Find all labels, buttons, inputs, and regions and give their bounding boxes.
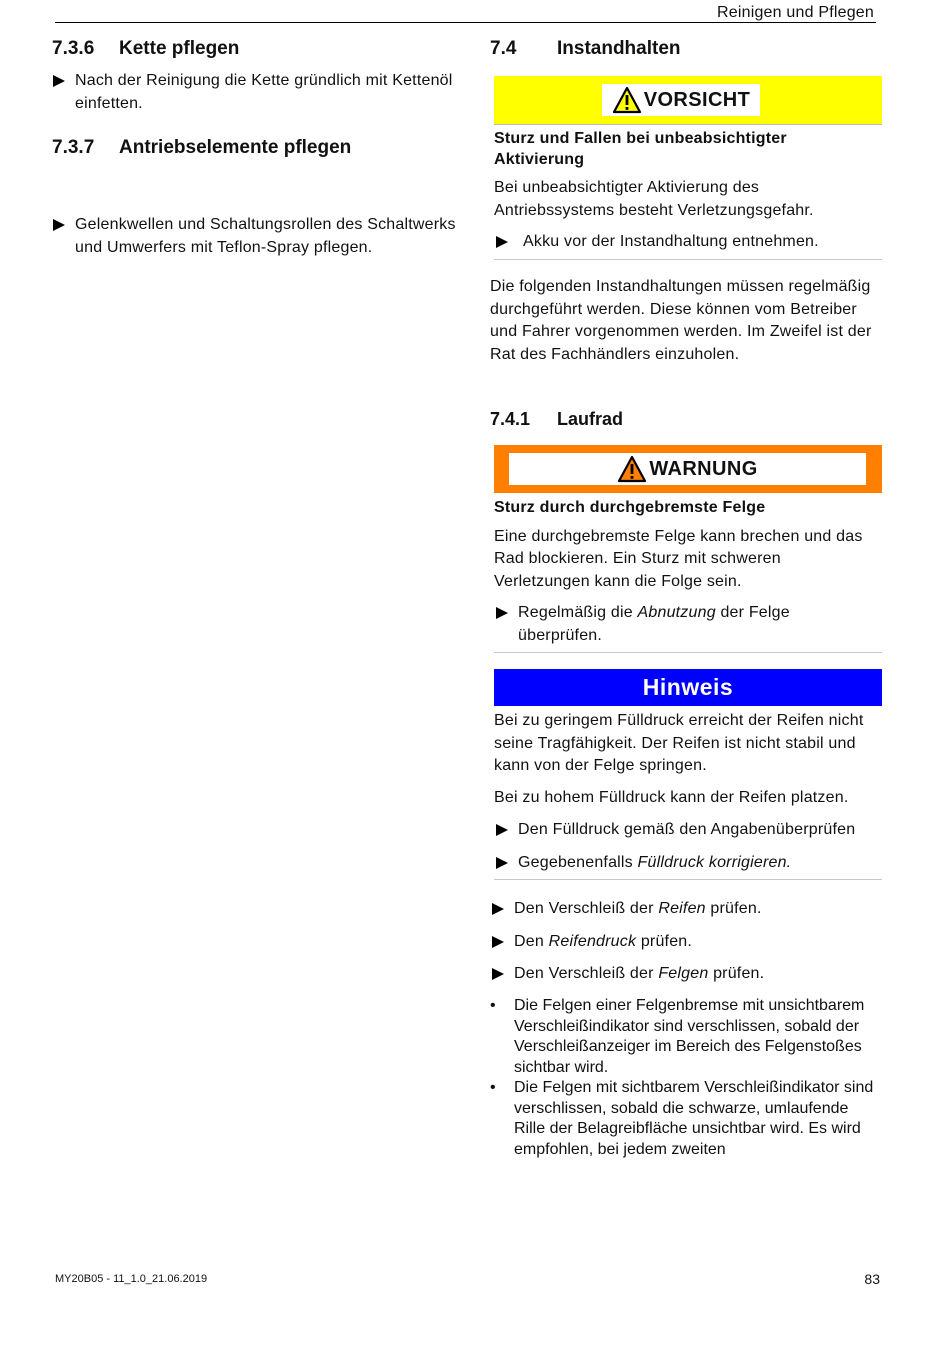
caution-end-rule <box>494 259 882 260</box>
section-number: 7.3.7 <box>52 137 95 158</box>
check-action-item <box>490 963 882 986</box>
action-arrow-icon <box>492 968 504 980</box>
document-id: MY20B05 - 11_1.0_21.06.2019 <box>55 1273 208 1285</box>
check-actions-list <box>490 898 882 986</box>
action-arrow-icon <box>53 219 65 231</box>
section-title: Instandhalten <box>557 38 681 59</box>
list-item-text: Die Felgen einer Felgenbremse mit unsichtbarem Verschleißindikator sind verschlissen, sobald der Verschleißanzeiger im Bereich des Felgenstoßes sichtbar wird. <box>514 997 865 1076</box>
caution-body: Bei unbeabsichtigter Aktivierung des Antriebssystems besteht Verletzungsgefahr. <box>494 179 814 219</box>
action-text-emphasis: Reifen <box>658 900 706 917</box>
check-action-item <box>490 898 882 921</box>
action-arrow-icon <box>53 75 65 87</box>
warning-signal-band <box>494 445 882 493</box>
caution-safety-notice <box>494 76 882 260</box>
caution-label-panel <box>602 84 760 116</box>
rim-wear-notes <box>490 996 882 1160</box>
notice-paragraph-1: Bei zu geringem Fülldruck erreicht der Reifen nicht seine Tragfähigkeit. Der Reifen ist nicht stabil und kann von der Felge springen. <box>494 712 864 774</box>
maintenance-intro: Die folgenden Instandhaltungen müssen regelmäßig durchgeführt werden. Diese können vom Betreiber und Fahrer vorgenommen werden. Im Zweifel ist der Rat des Fachhändlers einzuholen. <box>490 278 872 363</box>
section-number: 7.3.6 <box>52 38 95 59</box>
action-text-end: prüfen. <box>636 932 693 950</box>
section-7-3-7-heading <box>52 137 351 159</box>
action-text-start: Regelmäßig die <box>518 604 638 621</box>
section-number: 7.4 <box>490 38 517 59</box>
bullet-dot-icon: • <box>490 1079 496 1096</box>
action-item <box>51 214 467 259</box>
action-arrow-icon <box>496 824 508 836</box>
warning-heading: Sturz durch durchgebremste Felge <box>494 499 766 516</box>
action-text-end: prüfen. <box>705 900 762 917</box>
caution-action <box>494 231 882 254</box>
action-item <box>51 70 465 115</box>
action-text: Akku vor der Instandhaltung entnehmen. <box>523 233 819 250</box>
action-text-start: Gegebenenfalls <box>518 853 638 871</box>
action-text: Den Fülldruck gemäß den Angabenüberprüfen <box>518 821 856 838</box>
action-text-start: Den Verschleiß der <box>514 900 659 917</box>
action-text-emphasis: Reifendruck <box>548 932 637 950</box>
notice-label: Hinweis <box>494 669 882 706</box>
notice-action-1 <box>494 819 882 842</box>
warning-triangle-icon <box>617 455 647 483</box>
section-title: Kette pflegen <box>119 38 240 59</box>
section-7-3-6-heading <box>52 38 239 60</box>
warning-action <box>494 602 848 647</box>
notice-action-2 <box>494 852 882 875</box>
action-text-emphasis: Abnutzung <box>637 604 716 621</box>
warning-triangle-icon <box>612 86 642 114</box>
list-item-text: Die Felgen mit sichtbarem Verschleißindikator sind verschlissen, sobald die schwarze, umlaufende Rille der Belagreibfläche unsichtbar wird. Es wird empfohlen, bei jedem zweiten <box>514 1079 874 1158</box>
section-title: Antriebselemente pflegen <box>119 137 352 158</box>
action-arrow-icon <box>496 236 508 248</box>
notice-end-rule <box>494 879 882 880</box>
warning-label: WARNUNG <box>649 457 758 480</box>
action-text-emphasis: Fülldruck korrigieren. <box>637 853 792 871</box>
action-text: Nach der Reinigung die Kette gründlich mit Kettenöl einfetten. <box>75 72 453 112</box>
notice-paragraph-2: Bei zu hohem Fülldruck kann der Reifen platzen. <box>494 788 849 806</box>
caution-signal-band <box>494 76 882 125</box>
action-text-emphasis: Felgen <box>658 965 709 982</box>
caution-heading: Sturz und Fallen bei unbeabsichtigter Aktivierung <box>494 130 787 168</box>
warning-end-rule <box>494 652 882 653</box>
action-text-end: der Felge überprüfen. <box>518 604 790 644</box>
section-number: 7.4.1 <box>490 409 531 429</box>
section-7-4-heading <box>490 38 681 60</box>
notice-box <box>494 669 882 880</box>
action-arrow-icon <box>496 857 508 869</box>
action-text-start: Den Verschleiß der <box>514 965 659 982</box>
action-text-start: Den <box>514 932 549 950</box>
caution-label: VORSICHT <box>643 88 751 111</box>
running-header: Reinigen und Pflegen <box>716 4 874 21</box>
section-7-4-1-heading <box>490 409 623 430</box>
check-action-item <box>490 931 882 954</box>
action-text: Gelenkwellen und Schaltungsrollen des Schaltwerks und Umwerfers mit Teflon-Spray pflegen. <box>75 216 456 256</box>
warning-label-panel <box>509 453 866 485</box>
list-item <box>490 1078 882 1160</box>
action-arrow-icon <box>492 936 504 948</box>
action-arrow-icon <box>496 607 508 619</box>
bullet-dot-icon: • <box>490 997 496 1014</box>
page-number: 83 <box>864 1271 880 1287</box>
action-text-end: prüfen. <box>708 965 765 982</box>
list-item <box>490 996 882 1078</box>
warning-body: Eine durchgebremste Felge kann brechen und das Rad blockieren. Ein Sturz mit schweren Verletzungen kann die Folge sein. <box>494 527 863 590</box>
warning-safety-notice <box>494 445 882 653</box>
action-arrow-icon <box>492 903 504 915</box>
section-title: Laufrad <box>557 409 624 429</box>
header-rule <box>55 22 876 23</box>
